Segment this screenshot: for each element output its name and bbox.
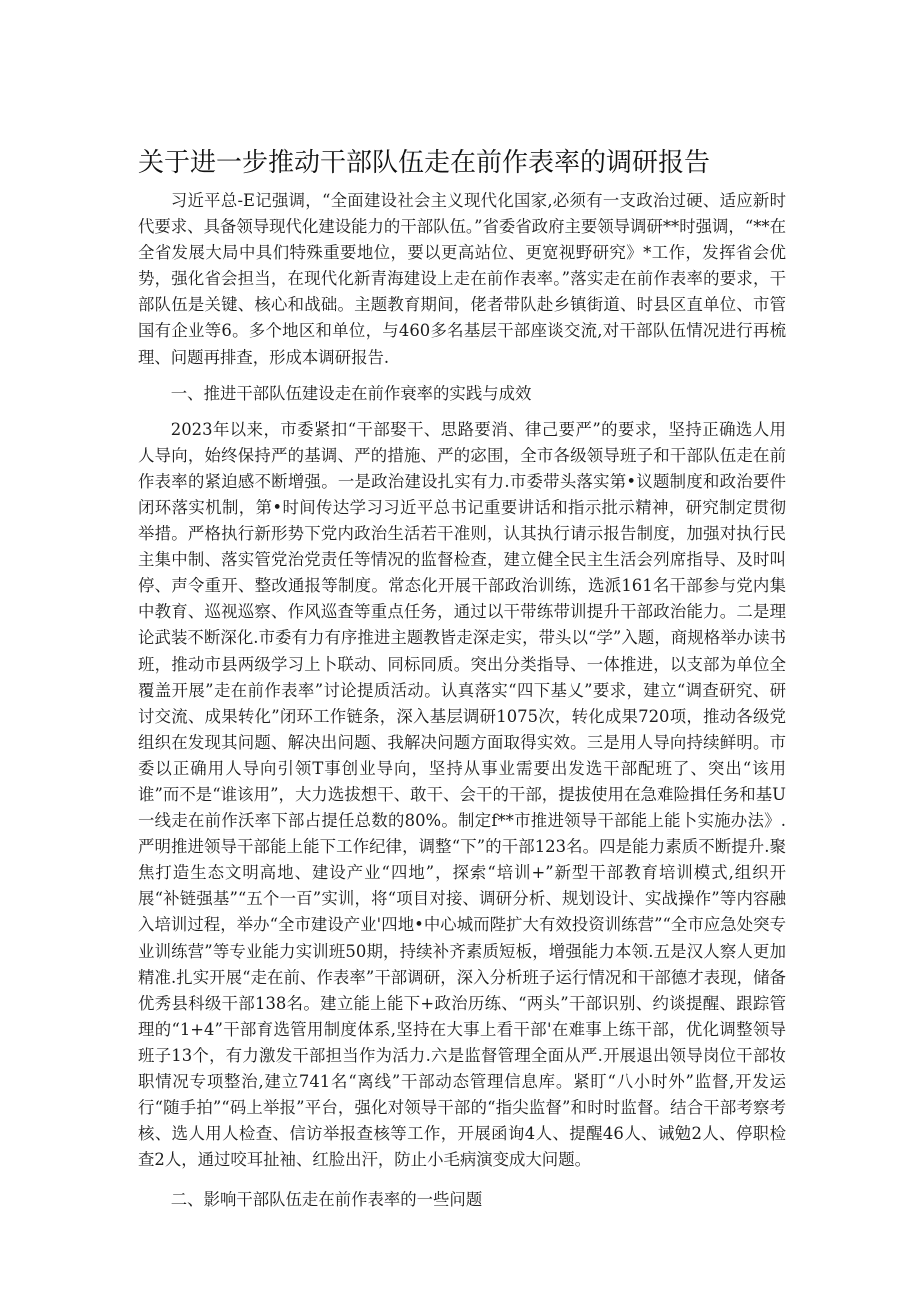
section-1-body: 2023年以来，市委紧扣“干部娶干、思路要消、律己要严”的要求，坚持正确选人用人导向，始终保持严的基调、严的措施、严的宓围，全市各级领导班子和干部队伍走在前作表率的紧迫感不断增强。一是政治建设扎实有力.市委带头落实第•议题制度和政治要件闭环落实机制，第•时间传达学习习近平总书记重要讲话和指示批示精神，研究制定贯彻举措。严格执行新形势下党内政治生活若干准则，认其执行请示报告制度，加强对执行民主集中制、落实管党治党责任等情况的监督检查，建立健全民主生活会列席指导、及时叫停、声令重开、整改通报等制度。常态化开展干部政治训练，选派161名干部参与党内集中教育、巡视巡察、作风巡査等重点任务，通过以干带练带训提升干部政治能力。二是理论武装不断深化.市委有力有序推进主题教皆走深走实，带头以“学”入题，商规格举办读书班，推动市县两级学习上卜联动、同标同质。突出分类指导、一体推进，以支部为单位全覆盖开展”走在前作表率”讨论提质活动。认真落实“四下基乂”要求，建立“调查研究、研讨交流、成果转化”闭环工作链条，深入基层调研1075次，转化成果720项，推动各级党组织在发现其问题、解决出问题、我解决问题方面取得实效。三是用人导向持续鲜明。市委以正确用人导向引领T事创业导向，坚持从事业需要出发选干部配班了、突出“该用谁”而不是“谁该用”，大力选拔想干、敢干、会干的干部，提拔使用在急难险揖任务和基U一线走在前作沃率下部占提任总数的80%。制定f**市推进领导干部能上能卜实施办法》.严明推进领导干部能上能下工作纪律，调整“下”的干部123名。四是能力素质不断提升.聚焦打造生态文明高地、建设产业“四地”，探索“培训+”新型干部教育培训模式,组织开展“补链强基”“五个一百”实训，将“项目对接、调研分析、规划设计、实战操作”等内容融入培训过程，举办“全市建设产业'四地•中心城而陛扩大有效投资训练营”“全市应急处突专业训练营”等专业能力实训班50期，持续补齐素质短板，增强能力本领.五是汉人察人更加精准.扎实开展“走在前、作表率”干部调研，深入分析班子运行情况和干部德才表现，储备优秀县科级干部138名。建立能上能下+政治历练、“两头”干部识别、约谈提醒、跟踪管理的“1+4”干部育选管用制度体系,坚持在大事上看干部'在难事上练干部，优化调整领导班子13个，有力激发干部担当作为活力.六是监督管理全面从严.开展退出领导岗位干部妆职情况专项整治,建立741名“离线”干部动态管理信息库。紧盯“八小时外”监督,开发运行“随手拍”“码上举报”平台，强化对领导干部的“指尖监督”和时时监督。结合干部考察考核、选人用人检查、信访举报查核等工作，开展函询4人、提醒46人、诫勉2人、停职检查2人，通过咬耳扯袖、红脸出汗，防止小毛病演变成大问题。 [138,419,786,1170]
spacer [138,371,786,381]
document-body [138,188,786,1213]
spacer [138,407,786,417]
section-1-heading: 一、推进干部队伍建设走在前作衰率的实践与成效 [170,383,532,403]
document-title: 关于进一步推动干部队伍走在前作表率的调研报告 [138,148,711,178]
intro-paragraph: 习近平总-E记强调，“全面建设社会主义现代化国家,必须有一支政治过硬、适应新时代要求、具备领导现代化建设能力的干部队伍。”省委省政府主要领导调研**时强调，“**在全省发展大局中具们特殊重要地位，要以更高站位、更宽视野研究》*工作，发挥省会优势，强化省会担当，在现代化新青海建设上走在前作表率。”落实走在前作表率的要求，干部队伍是关键、核心和战础。主题教育期间，佬者带队赴乡镇街道、时县区直单位、市管国有企业等6。多个地区和单位，与460多名基层干部座谈交流,对干部队伍情况进行再梳理、问题再排查，形成本调研报告. [138,191,786,367]
section-2-heading: 二、影响干部队伍走在前作表率的一些问题 [170,1190,483,1210]
spacer [138,1173,786,1187]
